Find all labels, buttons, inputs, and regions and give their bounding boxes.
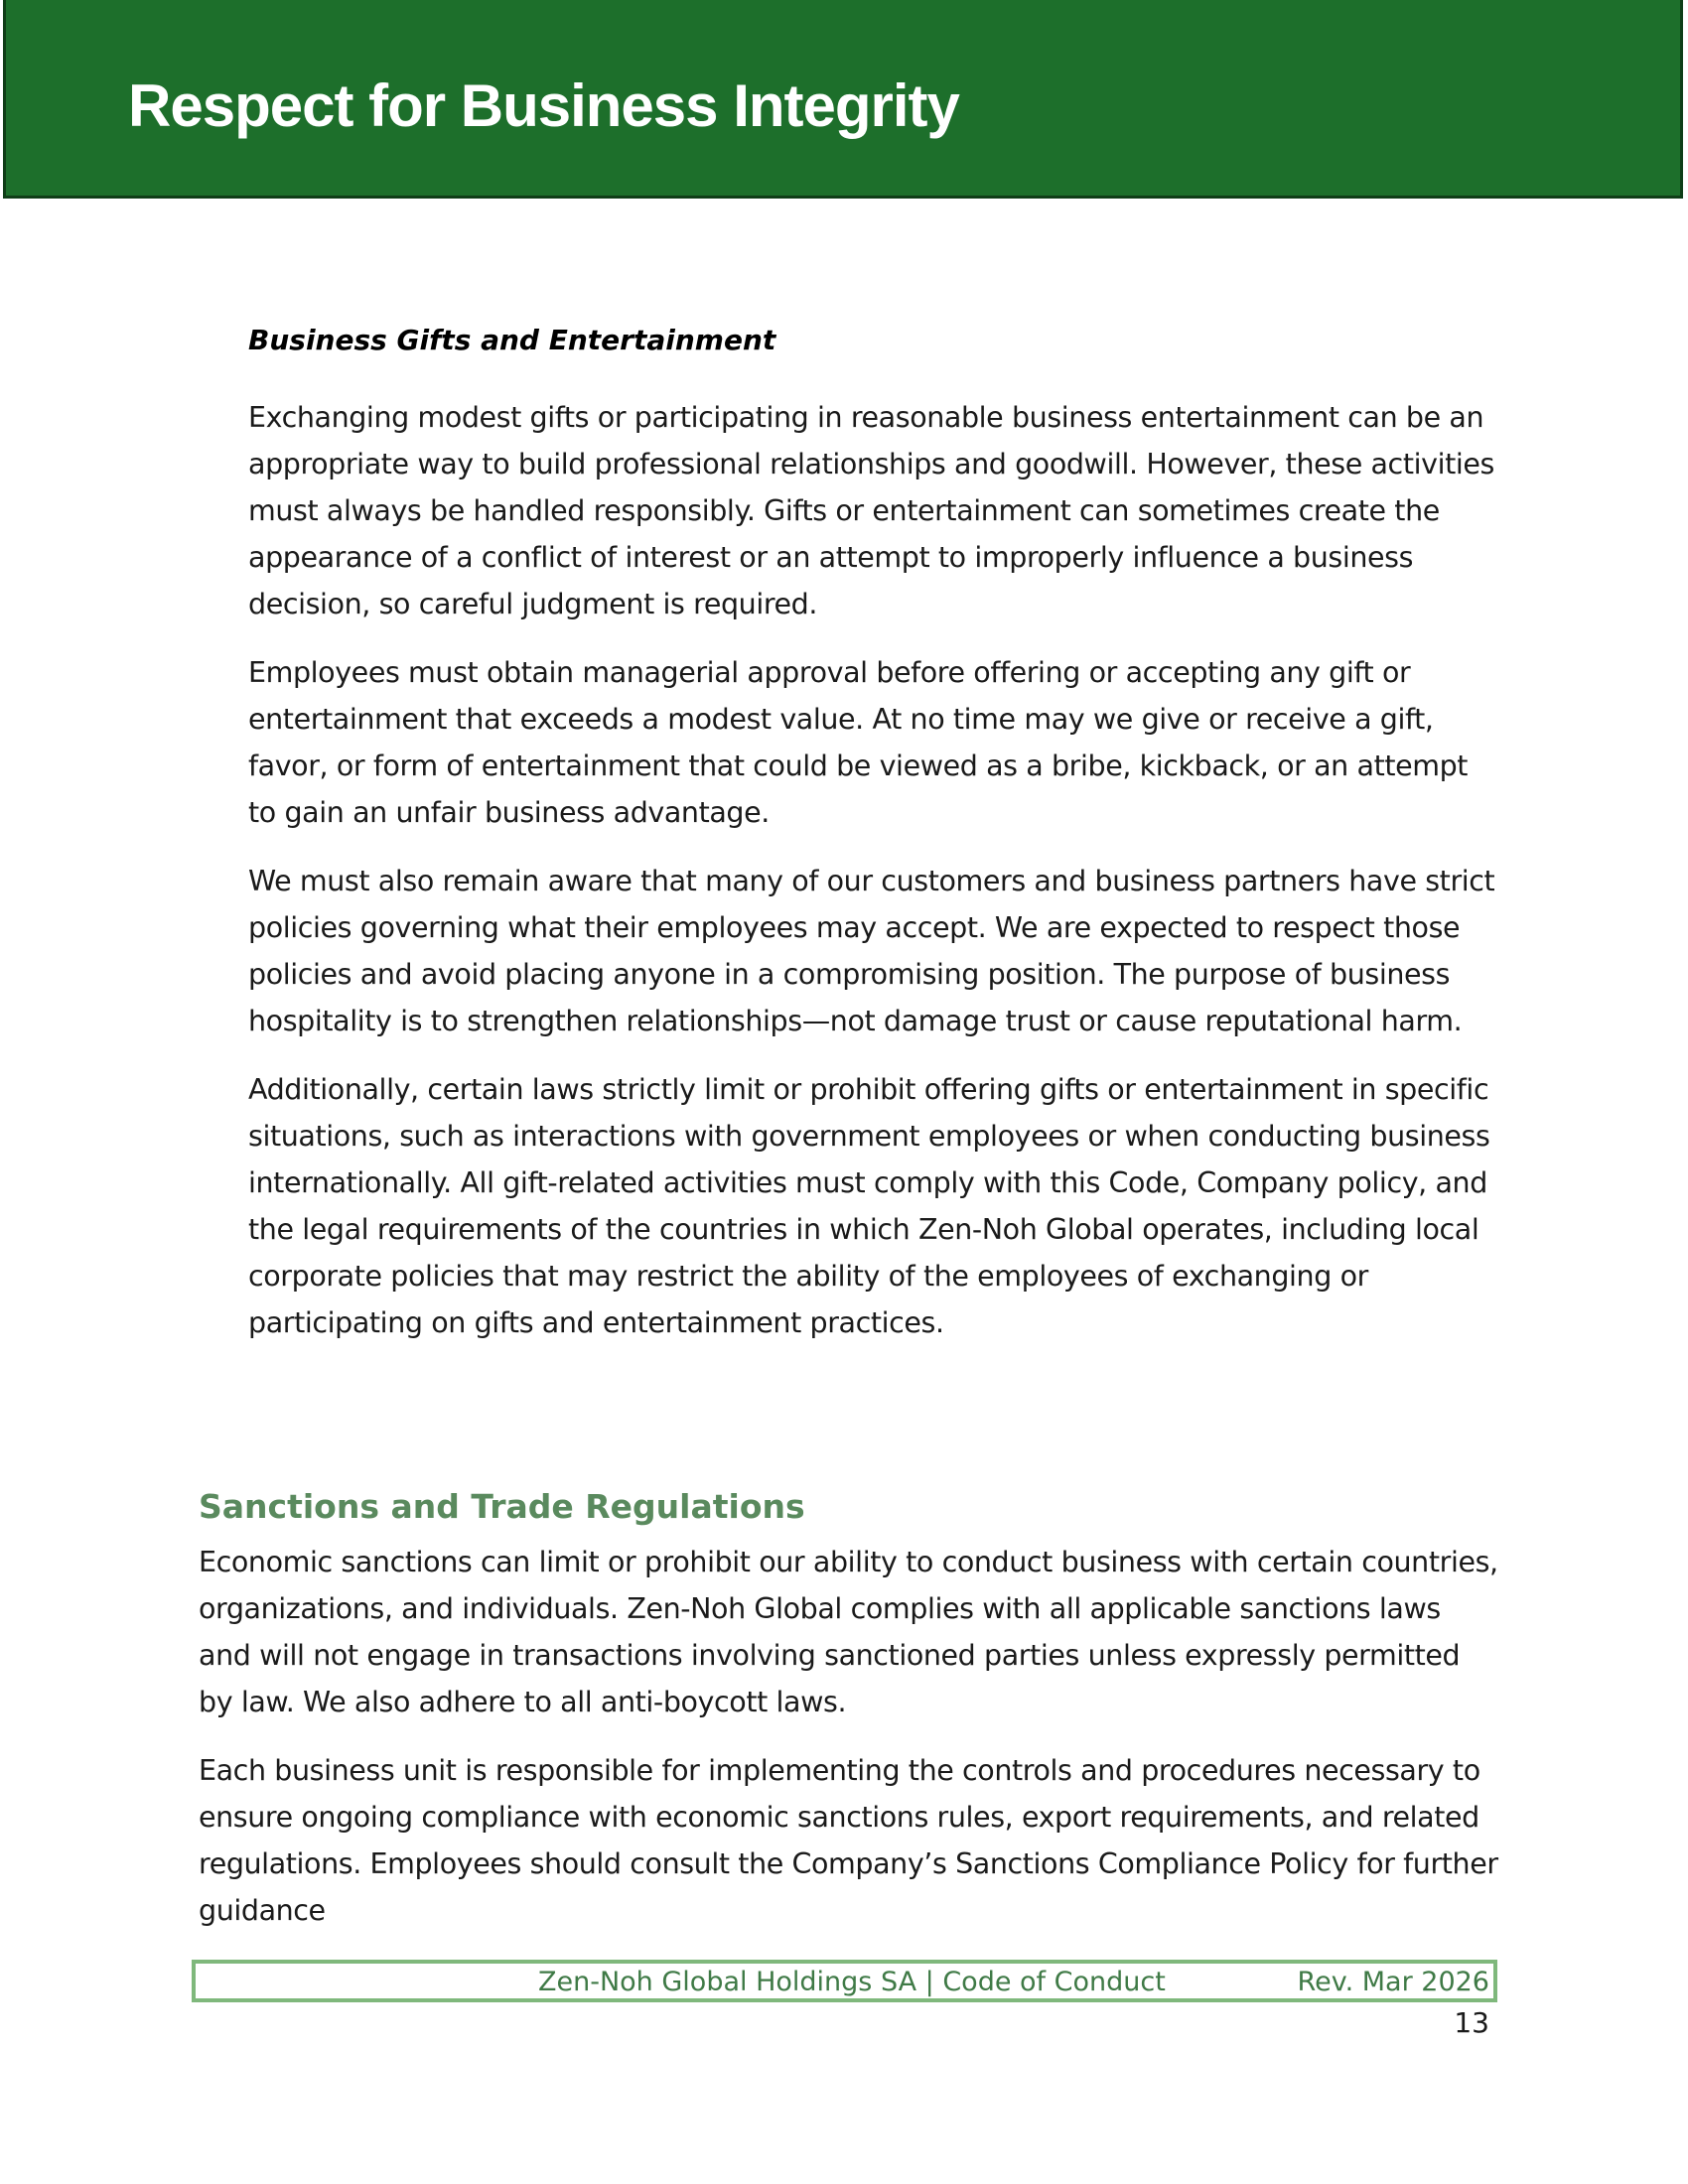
footer-revision: Rev. Mar 2026: [1297, 1967, 1489, 1997]
page-number: 13: [1454, 2006, 1489, 2039]
page-title: Respect for Business Integrity: [128, 72, 959, 139]
gifts-paragraph-1: Exchanging modest gifts or participating in reasonable business entertainment can be an appropriate way to build professional relationships and goodwill. However, these activities must always be handled responsibly. Gifts or entertainment can sometimes create the appearance of a conflict of interest or an attempt to improperly influence a business decision, so careful judgment is required.: [248, 401, 1494, 620]
footer-org-label: Zen-Noh Global Holdings SA | Code of Conduct: [538, 1967, 1166, 1997]
gifts-heading: Business Gifts and Entertainment: [248, 324, 776, 356]
sanctions-paragraph-1: Economic sanctions can limit or prohibit our ability to conduct business with certain countries, organizations, and individuals. Zen-Noh Global complies with all applicable sanctions laws and will not engage in transactions involving sanctioned parties unless expressly permitted by law. We also adhere to all anti-boycott laws.: [199, 1546, 1498, 1718]
gifts-section: [248, 321, 1499, 1368]
footer-bar: [192, 1960, 1497, 2002]
sanctions-heading: Sanctions and Trade Regulations: [199, 1487, 805, 1526]
sanctions-section: [199, 1483, 1499, 1956]
gifts-paragraph-3: We must also remain aware that many of our customers and business partners have strict policies governing what their employees may accept. We are expected to respect those policies and avoid placing anyone in a compromising position. The purpose of business hospitality is to strengthen relationships—not damage trust or cause reputational harm.: [248, 865, 1495, 1037]
header-band: [3, 0, 1683, 199]
gifts-paragraph-2: Employees must obtain managerial approval before offering or accepting any gift or entertainment that exceeds a modest value. At no time may we give or receive a gift, favor, or form of entertainment that could be viewed as a bribe, kickback, or an attempt to gain an unfair business advantage.: [248, 656, 1469, 829]
sanctions-paragraph-2: Each business unit is responsible for implementing the controls and procedures necessary to ensure ongoing compliance with economic sanctions rules, export requirements, and related regulations. Employees should consult the Company’s Sanctions Compliance Policy for further guidance: [199, 1754, 1498, 1927]
gifts-paragraph-4: Additionally, certain laws strictly limit or prohibit offering gifts or entertainment in specific situations, such as interactions with government employees or when conducting business internationally. All gift-related activities must comply with this Code, Company policy, and the legal requirements of the countries in which Zen-Noh Global operates, including local corporate policies that may restrict the ability of the employees of exchanging or participating on gifts and entertainment practices.: [248, 1073, 1490, 1339]
